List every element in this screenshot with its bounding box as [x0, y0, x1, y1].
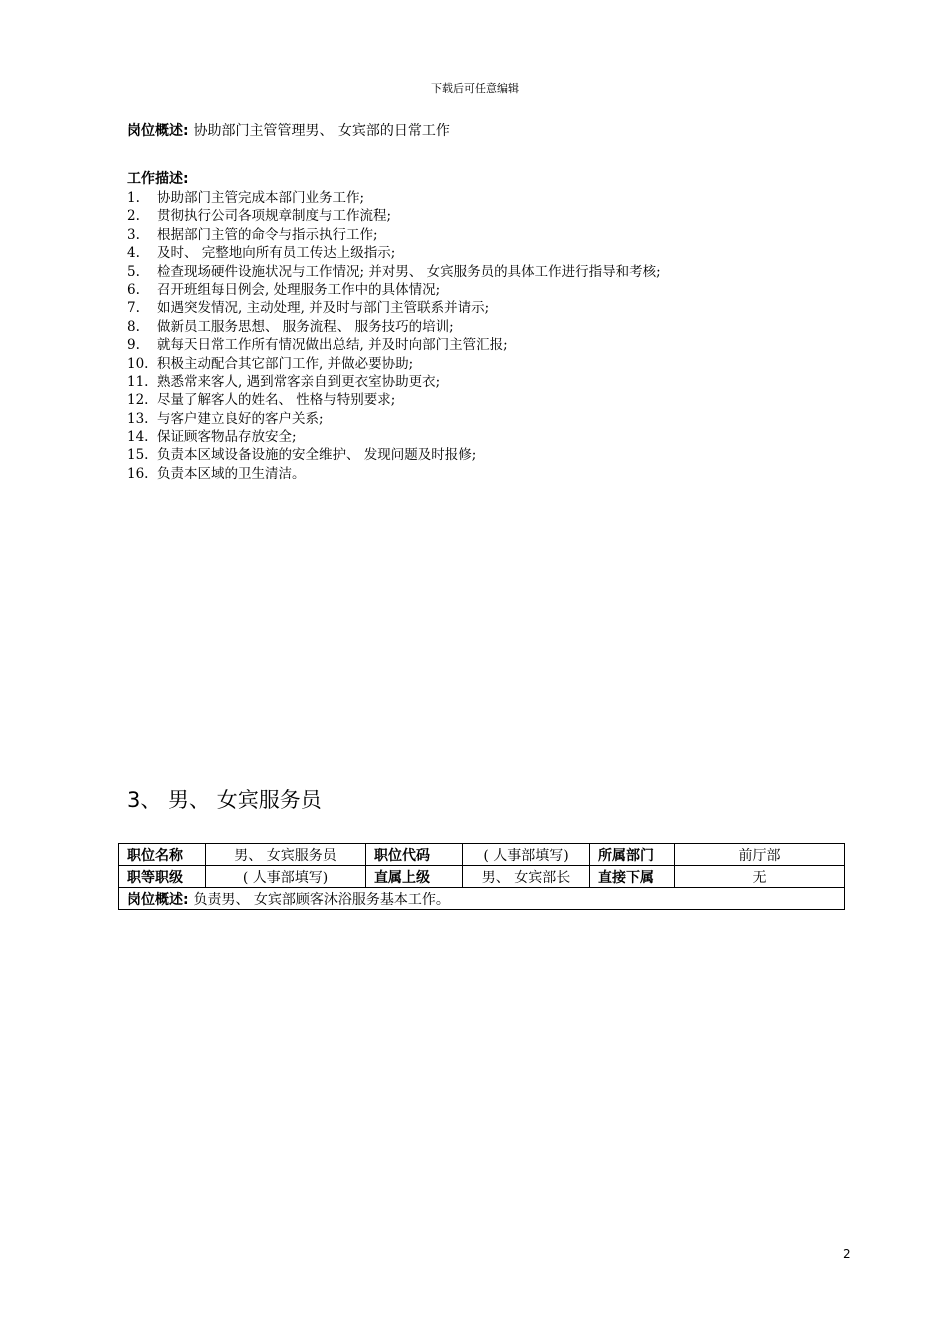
list-item-text: 保证顾客物品存放安全;	[157, 429, 297, 446]
list-item-number: 14.	[127, 429, 149, 446]
list-item-text: 熟悉常来客人, 遇到常客亲自到更衣室协助更衣;	[157, 373, 441, 390]
list-item	[127, 207, 661, 225]
list-item	[127, 391, 661, 409]
list-item	[127, 428, 661, 446]
list-item-text: 检查现场硬件设施状况与工作情况; 并对男、 女宾服务员的具体工作进行指导和考核;	[157, 263, 661, 280]
list-item-number: 12.	[127, 392, 149, 409]
section-heading: 3、 男、 女宾服务员	[127, 788, 322, 812]
department-label: 所属部门	[590, 844, 675, 866]
list-item-text: 与客户建立良好的客户关系;	[157, 410, 324, 427]
job-overview	[127, 120, 450, 140]
page-header: 下载后可任意编辑	[431, 82, 519, 95]
list-item	[127, 465, 661, 483]
list-item	[127, 355, 661, 373]
job-overview-label: 岗位概述	[127, 123, 183, 139]
subordinate-value: 无	[675, 866, 845, 888]
list-item-text: 尽量了解客人的姓名、 性格与特别要求;	[157, 392, 396, 409]
job-overview-colon: :	[183, 123, 194, 139]
list-item-text: 负责本区域的卫生清洁。	[157, 465, 306, 482]
list-item-text: 召开班组每日例会, 处理服务工作中的具体情况;	[157, 281, 441, 298]
position-name-value: 男、 女宾服务员	[206, 844, 366, 866]
list-item-number: 6.	[127, 281, 140, 298]
position-code-label: 职位代码	[366, 844, 463, 866]
list-item-number: 8.	[127, 318, 140, 335]
list-item	[127, 410, 661, 428]
work-description-title	[127, 168, 189, 188]
list-item	[127, 281, 661, 299]
list-item-text: 及时、 完整地向所有员工传达上级指示;	[157, 245, 396, 262]
list-item-text: 贯彻执行公司各项规章制度与工作流程;	[157, 208, 392, 225]
list-item-text: 如遇突发情况, 主动处理, 并及时与部门主管联系并请示;	[157, 300, 490, 317]
table-row	[119, 844, 845, 866]
position-info-table	[118, 843, 845, 910]
list-item-number: 3.	[127, 226, 140, 243]
job-summary-text: 负责男、 女宾部顾客沐浴服务基本工作。	[193, 891, 450, 908]
list-item	[127, 244, 661, 262]
list-item-text: 根据部门主管的命令与指示执行工作;	[157, 226, 378, 243]
list-item-text: 协助部门主管完成本部门业务工作;	[157, 190, 365, 206]
subordinate-label: 直接下属	[590, 866, 675, 888]
list-item	[127, 373, 661, 391]
job-summary-cell	[119, 888, 845, 910]
work-description-colon: :	[183, 171, 189, 187]
job-summary-colon: :	[183, 891, 194, 908]
list-item-number: 2.	[127, 208, 140, 225]
list-item	[127, 318, 661, 336]
list-item	[127, 263, 661, 281]
page-number: 2	[843, 1247, 851, 1261]
list-item-number: 10.	[127, 355, 149, 372]
job-summary-label: 岗位概述	[127, 891, 183, 908]
job-overview-text: 协助部门主管管理男、 女宾部的日常工作	[193, 123, 450, 139]
duty-list	[127, 189, 661, 483]
grade-value: ( 人事部填写)	[206, 866, 366, 888]
list-item	[127, 299, 661, 317]
list-item	[127, 226, 661, 244]
grade-label: 职等职级	[119, 866, 206, 888]
position-code-value: ( 人事部填写)	[463, 844, 590, 866]
department-value: 前厅部	[675, 844, 845, 866]
work-description-label: 工作描述	[127, 171, 183, 187]
list-item	[127, 336, 661, 354]
supervisor-value: 男、 女宾部长	[463, 866, 590, 888]
list-item-text: 负责本区域设备设施的安全维护、 发现问题及时报修;	[157, 447, 477, 464]
list-item-text: 就每天日常工作所有情况做出总结, 并及时向部门主管汇报;	[157, 337, 508, 354]
list-item	[127, 189, 661, 207]
list-item-number: 13.	[127, 410, 149, 427]
list-item	[127, 446, 661, 464]
list-item-text: 做新员工服务思想、 服务流程、 服务技巧的培训;	[157, 318, 454, 335]
list-item-number: 15.	[127, 447, 149, 464]
list-item-number: 16.	[127, 465, 149, 482]
list-item-number: 4.	[127, 245, 140, 262]
list-item-number: 11.	[127, 373, 149, 390]
table-row	[119, 866, 845, 888]
list-item-text: 积极主动配合其它部门工作, 并做必要协助;	[157, 355, 414, 372]
list-item-number: 9.	[127, 337, 140, 354]
list-item-number: 1.	[127, 190, 140, 206]
supervisor-label: 直属上级	[366, 866, 463, 888]
list-item-number: 5.	[127, 263, 140, 280]
list-item-number: 7.	[127, 300, 140, 317]
position-name-label: 职位名称	[119, 844, 206, 866]
table-row	[119, 888, 845, 910]
